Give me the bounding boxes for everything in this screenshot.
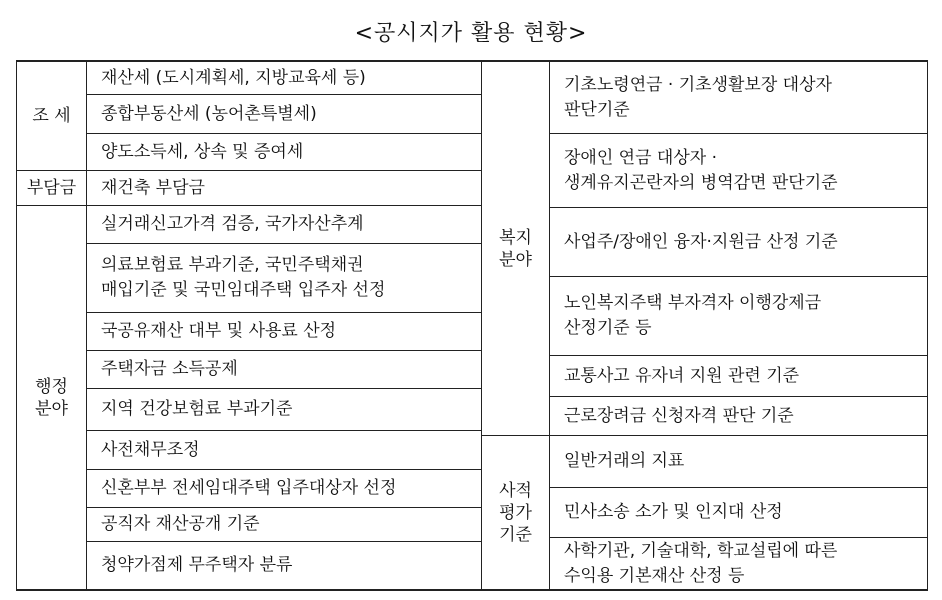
table-row bbox=[550, 538, 927, 589]
table-row bbox=[550, 488, 927, 537]
table-bottom-border bbox=[16, 589, 928, 591]
category-tax-label: 조 세 bbox=[32, 106, 71, 126]
row-text-line2: 산정기준 등 bbox=[564, 318, 652, 338]
row-text: 실거래신고가격 검증, 국가자산추계 bbox=[101, 214, 364, 234]
category-appraisal-label-line2: 평가 bbox=[499, 502, 532, 523]
row-text: 공직자 재산공개 기준 bbox=[101, 514, 260, 534]
table-row bbox=[550, 397, 927, 435]
table-row bbox=[87, 389, 481, 430]
table-row bbox=[87, 351, 481, 388]
page-title: <공시지가 활용 현황> bbox=[354, 21, 588, 46]
table-row bbox=[550, 134, 927, 207]
row-text: 청약가점제 무주택자 분류 bbox=[101, 555, 293, 575]
table-row bbox=[87, 95, 481, 133]
table-row bbox=[550, 277, 927, 355]
category-appraisal-label-line1: 사적 bbox=[499, 480, 532, 501]
table-row bbox=[87, 470, 481, 507]
row-text: 민사소송 소가 및 인지대 산정 bbox=[564, 502, 783, 522]
category-charge-label: 부담금 bbox=[26, 178, 77, 198]
category-charge bbox=[17, 171, 86, 205]
table-row bbox=[550, 356, 927, 396]
category-admin bbox=[17, 206, 86, 589]
table-right-border bbox=[927, 60, 928, 591]
table-row bbox=[87, 508, 481, 541]
table-row bbox=[87, 134, 481, 170]
row-text: 종합부동산세 (농어촌특별세) bbox=[101, 103, 317, 124]
row-text-line1: 장애인 연금 대상자 · bbox=[564, 147, 717, 168]
row-text: 신혼부부 전세임대주택 입주대상자 선정 bbox=[101, 478, 397, 498]
row-text: 양도소득세, 상속 및 증여세 bbox=[101, 141, 304, 162]
row-text: 재건축 부담금 bbox=[101, 177, 205, 198]
category-appraisal bbox=[482, 436, 549, 589]
table-row bbox=[87, 542, 481, 589]
table-row bbox=[87, 171, 481, 205]
row-text: 재산세 (도시계획세, 지방교육세 등) bbox=[101, 67, 366, 88]
row-text: 근로장려금 신청자격 판단 기준 bbox=[564, 405, 794, 426]
row-text-line1: 사학기관, 기술대학, 학교설립에 따른 bbox=[564, 540, 838, 561]
category-admin-label-line2: 분야 bbox=[35, 398, 68, 419]
row-text: 사전채무조정 bbox=[101, 439, 200, 460]
table-row bbox=[550, 208, 927, 276]
row-text-line1: 기초노령연금 · 기초생활보장 대상자 bbox=[564, 74, 832, 95]
row-text: 지역 건강보험료 부과기준 bbox=[101, 399, 293, 419]
table-row bbox=[87, 62, 481, 94]
category-welfare bbox=[482, 62, 549, 435]
table-row bbox=[550, 62, 927, 133]
row-text-line2: 판단기준 bbox=[564, 99, 630, 120]
category-welfare-label-line2: 분야 bbox=[499, 249, 532, 270]
row-text: 주택자금 소득공제 bbox=[101, 359, 238, 379]
table-row bbox=[87, 244, 481, 312]
row-text: 사업주/장애인 융자·지원금 산정 기준 bbox=[564, 231, 838, 252]
row-text: 교통사고 유자녀 지원 관련 기준 bbox=[564, 365, 800, 386]
table-row bbox=[87, 313, 481, 350]
table-row bbox=[550, 436, 927, 487]
table-row bbox=[87, 431, 481, 469]
row-text: 일반거래의 지표 bbox=[564, 451, 685, 471]
category-tax bbox=[17, 62, 86, 170]
category-admin-label-line1: 행정 bbox=[35, 376, 68, 397]
row-text-line2: 수익용 기본재산 산정 등 bbox=[564, 565, 745, 586]
category-appraisal-label-line3: 기준 bbox=[499, 524, 532, 545]
row-text-line2: 생계유지곤란자의 병역감면 판단기준 bbox=[564, 172, 838, 193]
row-text: 국공유재산 대부 및 사용료 산정 bbox=[101, 321, 337, 341]
category-welfare-label-line1: 복지 bbox=[499, 227, 532, 248]
row-text-line1: 의료보험료 부과기준, 국민주택채권 bbox=[101, 255, 364, 275]
row-text-line1: 노인복지주택 부자격자 이행강제금 bbox=[564, 293, 822, 313]
table-row bbox=[87, 206, 481, 243]
row-text-line2: 매입기준 및 국민임대주택 입주자 선정 bbox=[101, 280, 386, 300]
